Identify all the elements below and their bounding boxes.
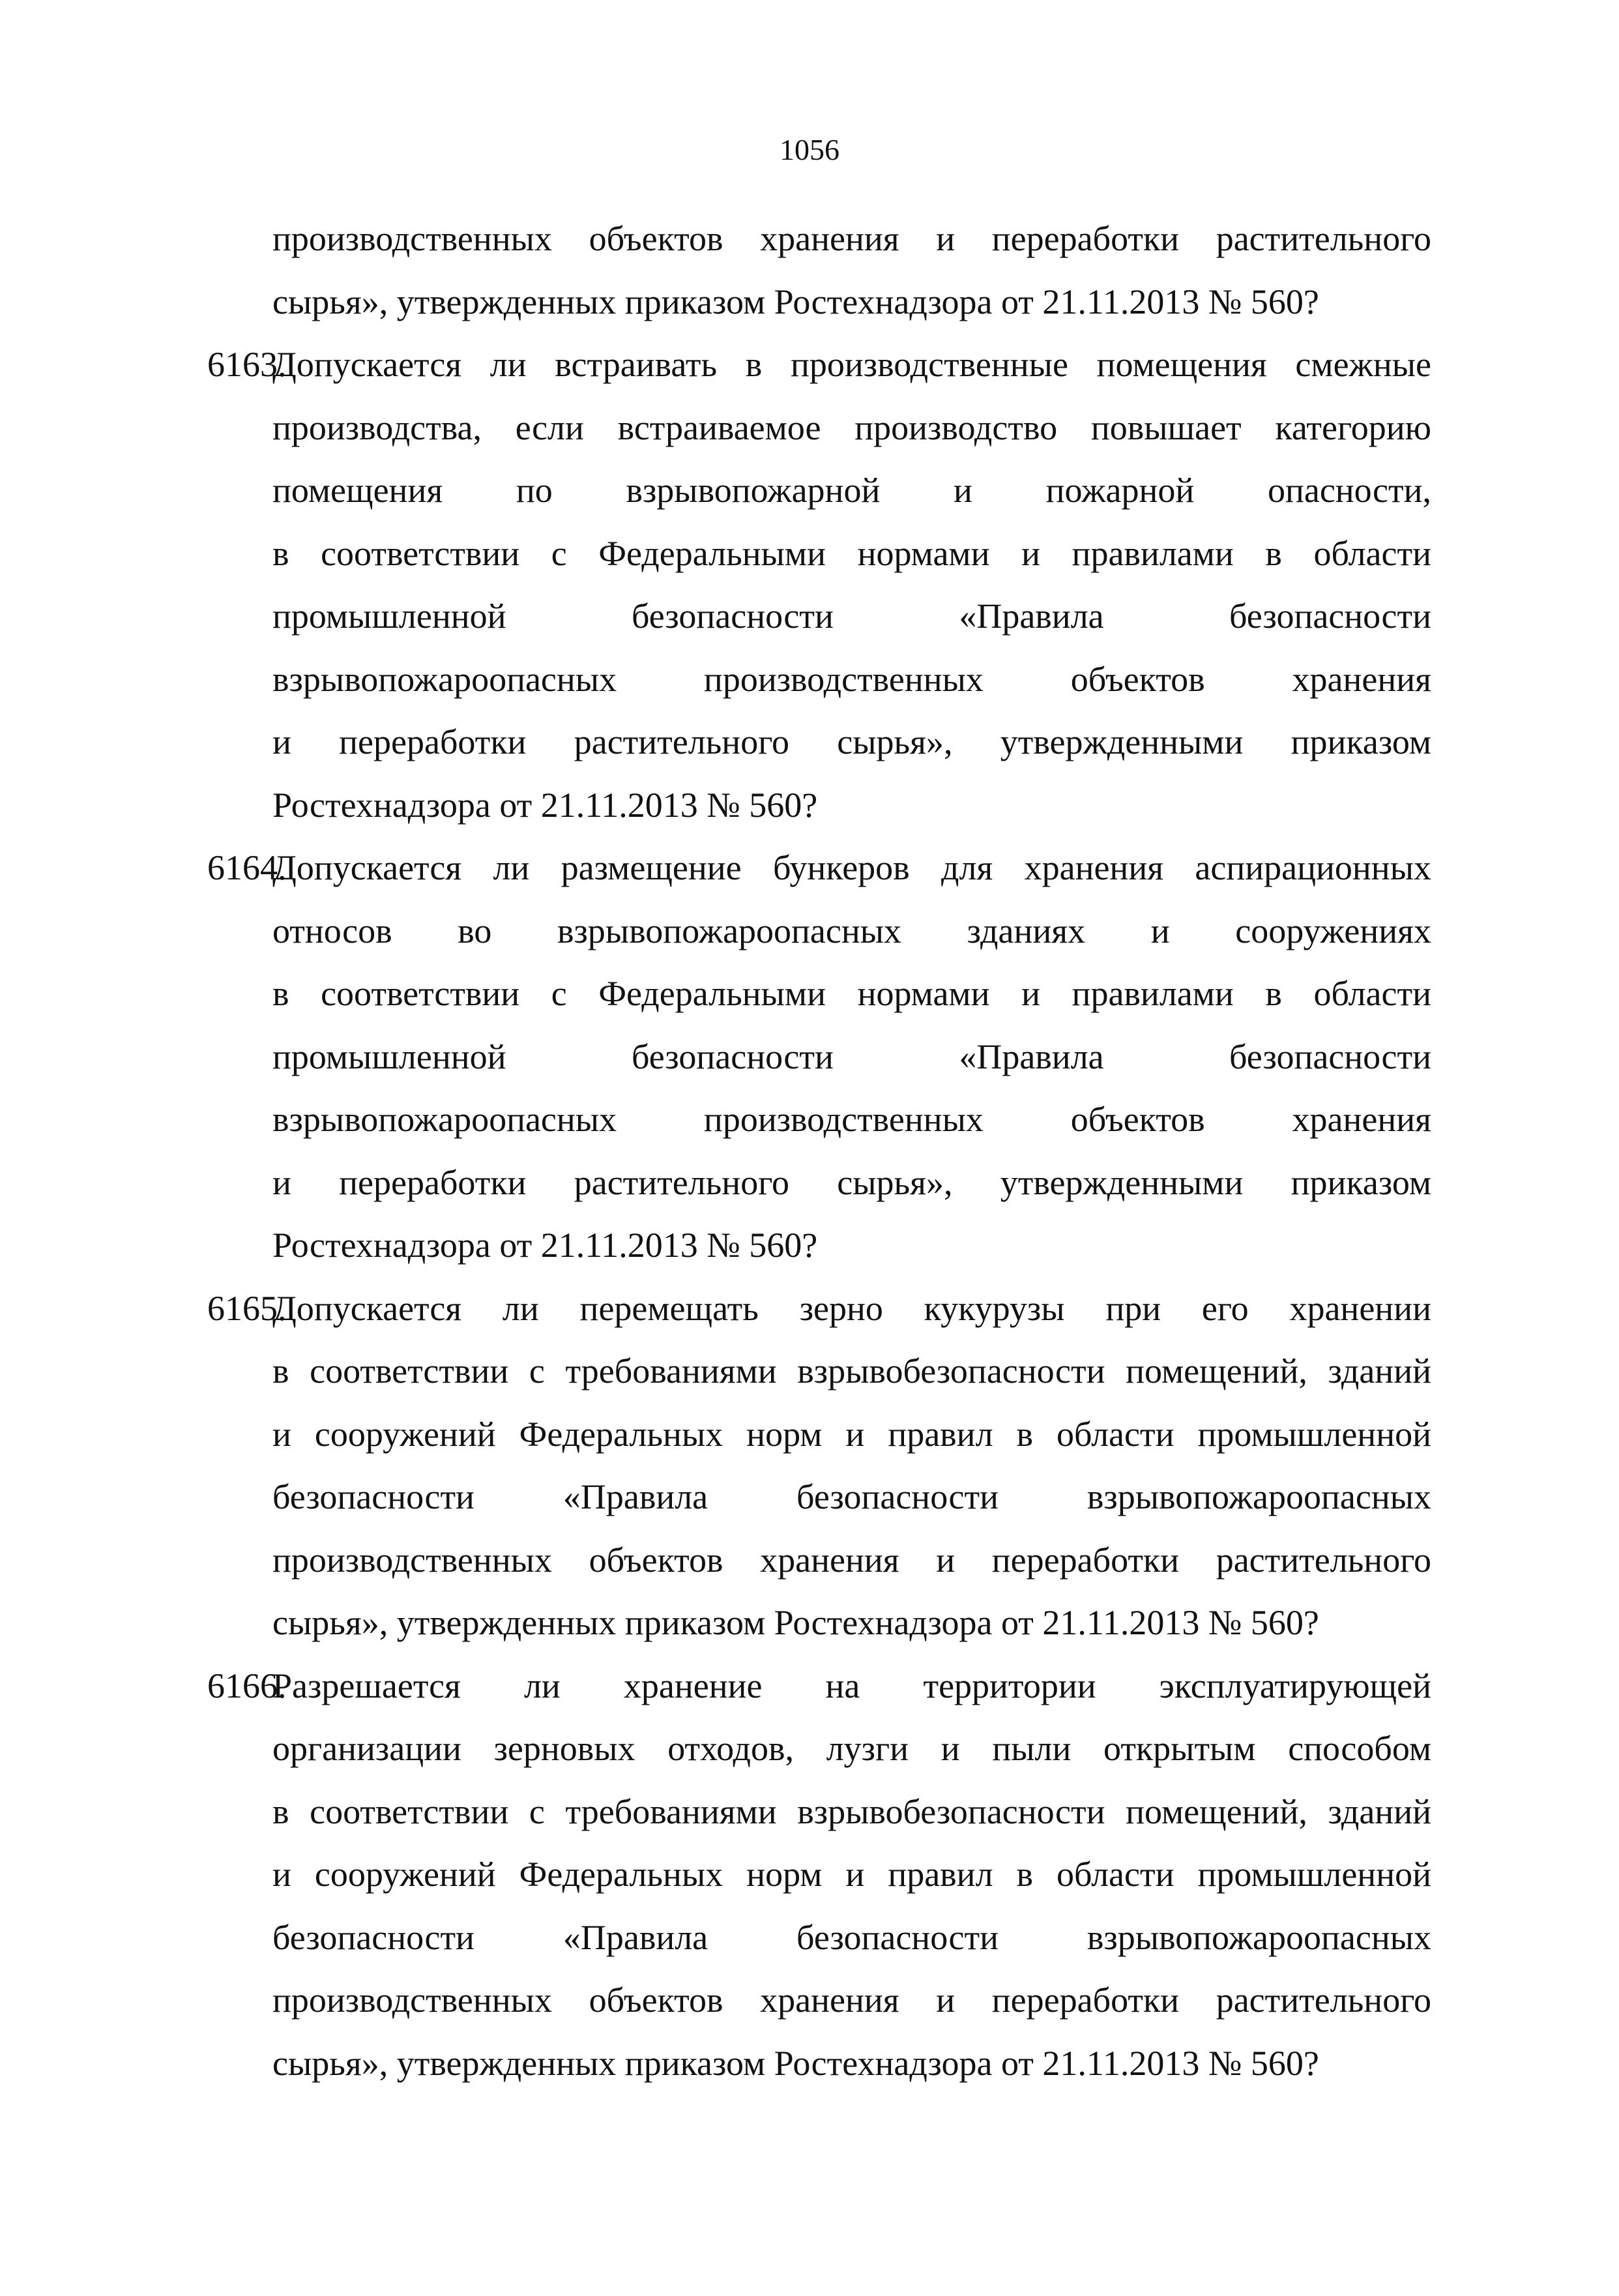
text-line: безопасности «Правила безопасности взрывопожароопасных [272, 1917, 1431, 1957]
text-line: и переработки растительного сырья», утвержденными приказом [272, 722, 1431, 761]
question-6165 [207, 1277, 1431, 1655]
question-number: 6165. [207, 1288, 287, 1328]
text-line: и переработки растительного сырья», утвержденными приказом [272, 1162, 1431, 1202]
text-line: помещения по взрывопожарной и пожарной опасности, [272, 471, 1431, 510]
text-line: и сооружений Федеральных норм и правил в области промышленной [272, 1855, 1431, 1894]
question-6164 [207, 836, 1431, 1277]
text-line: Допускается ли встраивать в производственные помещения смежные [272, 345, 1431, 384]
text-line: взрывопожароопасных производственных объектов хранения [272, 659, 1431, 699]
text-line: производственных объектов хранения и переработки растительного [272, 219, 1431, 258]
text-line: безопасности «Правила безопасности взрывопожароопасных [272, 1477, 1431, 1516]
question-number: 6164. [207, 848, 287, 887]
text-line: Разрешается ли хранение на территории эксплуатирующей [272, 1666, 1431, 1705]
question-6163 [207, 333, 1431, 836]
continuation-text [272, 207, 1431, 333]
page-number: 1056 [780, 133, 839, 166]
question-6166 [207, 1655, 1431, 2095]
text-line: Допускается ли перемещать зерно кукурузы при его хранении [272, 1288, 1431, 1328]
text-line: и сооружений Федеральных норм и правил в области промышленной [272, 1414, 1431, 1454]
question-number: 6166. [207, 1666, 287, 1705]
text-line: Ростехнадзора от 21.11.2013 № 560? [272, 1226, 818, 1265]
text-line: промышленной безопасности «Правила безопасности [272, 596, 1431, 636]
text-line: производства, если встраиваемое производство повышает категорию [272, 407, 1431, 447]
document-body [207, 207, 1431, 2095]
text-line: сырья», утвержденных приказом Ростехнадзора от 21.11.2013 № 560? [272, 1603, 1319, 1642]
text-line: промышленной безопасности «Правила безопасности [272, 1037, 1431, 1076]
text-line: производственных объектов хранения и переработки растительного [272, 1540, 1431, 1580]
text-line: в соответствии с Федеральными нормами и правилами в области [272, 533, 1431, 573]
text-line: Ростехнадзора от 21.11.2013 № 560? [272, 785, 818, 825]
question-number: 6163. [207, 345, 287, 384]
text-line: в соответствии с требованиями взрывобезопасности помещений, зданий [272, 1791, 1431, 1831]
text-line: организации зерновых отходов, лузги и пыли открытым способом [272, 1729, 1431, 1768]
text-line: сырья», утвержденных приказом Ростехнадзора от 21.11.2013 № 560? [272, 2043, 1319, 2083]
text-line: Допускается ли размещение бункеров для хранения аспирационных [272, 848, 1431, 887]
text-line: относов во взрывопожароопасных зданиях и сооружениях [272, 911, 1431, 950]
text-line: взрывопожароопасных производственных объектов хранения [272, 1100, 1431, 1139]
text-line: производственных объектов хранения и переработки растительного [272, 1980, 1431, 2020]
text-line: в соответствии с Федеральными нормами и правилами в области [272, 974, 1431, 1013]
text-line: в соответствии с требованиями взрывобезопасности помещений, зданий [272, 1351, 1431, 1391]
text-line: сырья», утвержденных приказом Ростехнадзора от 21.11.2013 № 560? [272, 282, 1319, 321]
